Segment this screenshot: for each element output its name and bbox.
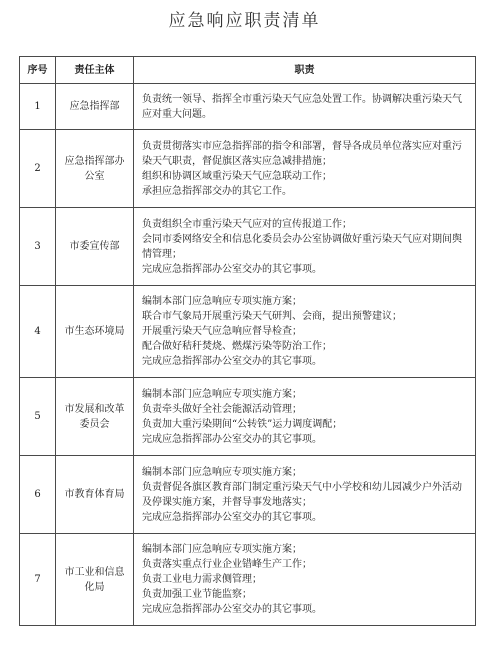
- duty-line: 负责工业电力需求侧管理；: [142, 574, 262, 585]
- responsibility-table: [19, 56, 476, 626]
- responsible-entity: 应急指挥部: [56, 84, 134, 130]
- duty-line: 编制本部门应急响应专项实施方案；: [142, 466, 302, 478]
- duty-line: 负责牵头做好全社会能源活动管理；: [142, 403, 302, 415]
- duty-line: 组织和协调区域重污染天气应急联动工作；: [142, 170, 332, 182]
- responsible-entity: 市委宣传部: [56, 208, 134, 286]
- duty-cell: [134, 286, 476, 378]
- header-duty: 职责: [134, 57, 476, 84]
- duty-line: 完成应急指挥部办公室交办的其它事项。: [142, 356, 322, 367]
- duty-line: 配合做好秸秆焚烧、燃煤污染等防治工作；: [142, 341, 332, 352]
- duty-line: 负责统一领导、指挥全市重污染天气应急处置工作。协调解决重污染天气应对重大问题。: [142, 93, 462, 120]
- duty-line: 负责组织全市重污染天气应对的宣传报道工作；: [142, 218, 352, 230]
- duty-cell: [134, 456, 476, 534]
- responsible-entity: 市发展和改革委员会: [56, 378, 134, 456]
- duty-cell: [134, 84, 476, 130]
- duty-line: 编制本部门应急响应专项实施方案；: [142, 544, 302, 555]
- table-row: [20, 208, 476, 286]
- header-no: 序号: [20, 57, 56, 84]
- duty-line: 完成应急指挥部办公室交办的其它事项。: [142, 511, 322, 523]
- duty-line: 负责加强工业节能监察；: [142, 589, 252, 600]
- duty-cell: [134, 208, 476, 286]
- header-subject: 责任主体: [56, 57, 134, 84]
- table-row: [20, 378, 476, 456]
- row-number: 1: [20, 84, 56, 130]
- duty-line: 负责加大重污染期间“公转铁”运力调度调配；: [142, 418, 343, 430]
- responsible-entity: 市教育体育局: [56, 456, 134, 534]
- duty-line: 负责贯彻落实市应急指挥部的指令和部署，督导各成员单位落实应对重污染天气职责，督促旗区落实应急减排措施；: [142, 140, 462, 167]
- duty-line: 编制本部门应急响应专项实施方案；: [142, 388, 302, 400]
- duty-line: 负责落实重点行业企业错峰生产工作；: [142, 559, 312, 570]
- responsible-entity: 市工业和信息化局: [56, 534, 134, 626]
- duty-cell: [134, 378, 476, 456]
- duty-cell: [134, 130, 476, 208]
- row-number: 3: [20, 208, 56, 286]
- row-number: 4: [20, 286, 56, 378]
- duty-line: 完成应急指挥部办公室交办的其它事项。: [142, 263, 322, 275]
- table-row: [20, 534, 476, 626]
- responsible-entity: 市生态环境局: [56, 286, 134, 378]
- row-number: 7: [20, 534, 56, 626]
- duty-line: 承担应急指挥部交办的其它工作。: [142, 185, 292, 197]
- row-number: 2: [20, 130, 56, 208]
- duty-line: 负责督促各旗区教育部门制定重污染天气中小学校和幼儿园减少户外活动及停课实施方案，并督导事发地落实；: [142, 481, 462, 508]
- duty-line: 完成应急指挥部办公室交办的其它事项。: [142, 604, 322, 615]
- table-row: [20, 456, 476, 534]
- table-header-row: [20, 57, 476, 84]
- responsible-entity: 应急指挥部办公室: [56, 130, 134, 208]
- row-number: 6: [20, 456, 56, 534]
- page-title: 应急响应职责清单: [168, 11, 321, 31]
- table-row: [20, 286, 476, 378]
- duty-line: 编制本部门应急响应专项实施方案；: [142, 296, 302, 307]
- duty-line: 完成应急指挥部办公室交办的其它事项。: [142, 433, 322, 445]
- table-body: [20, 84, 476, 626]
- duty-line: 会同市委网络安全和信息化委员会办公室协调做好重污染天气应对期间舆情管理；: [142, 233, 462, 260]
- duty-line: 开展重污染天气应急响应督导检查；: [142, 326, 302, 337]
- table-row: [20, 84, 476, 130]
- duty-cell: [134, 534, 476, 626]
- table-row: [20, 130, 476, 208]
- duty-line: 联合市气象局开展重污染天气研判、会商，提出预警建议；: [142, 311, 402, 322]
- row-number: 5: [20, 378, 56, 456]
